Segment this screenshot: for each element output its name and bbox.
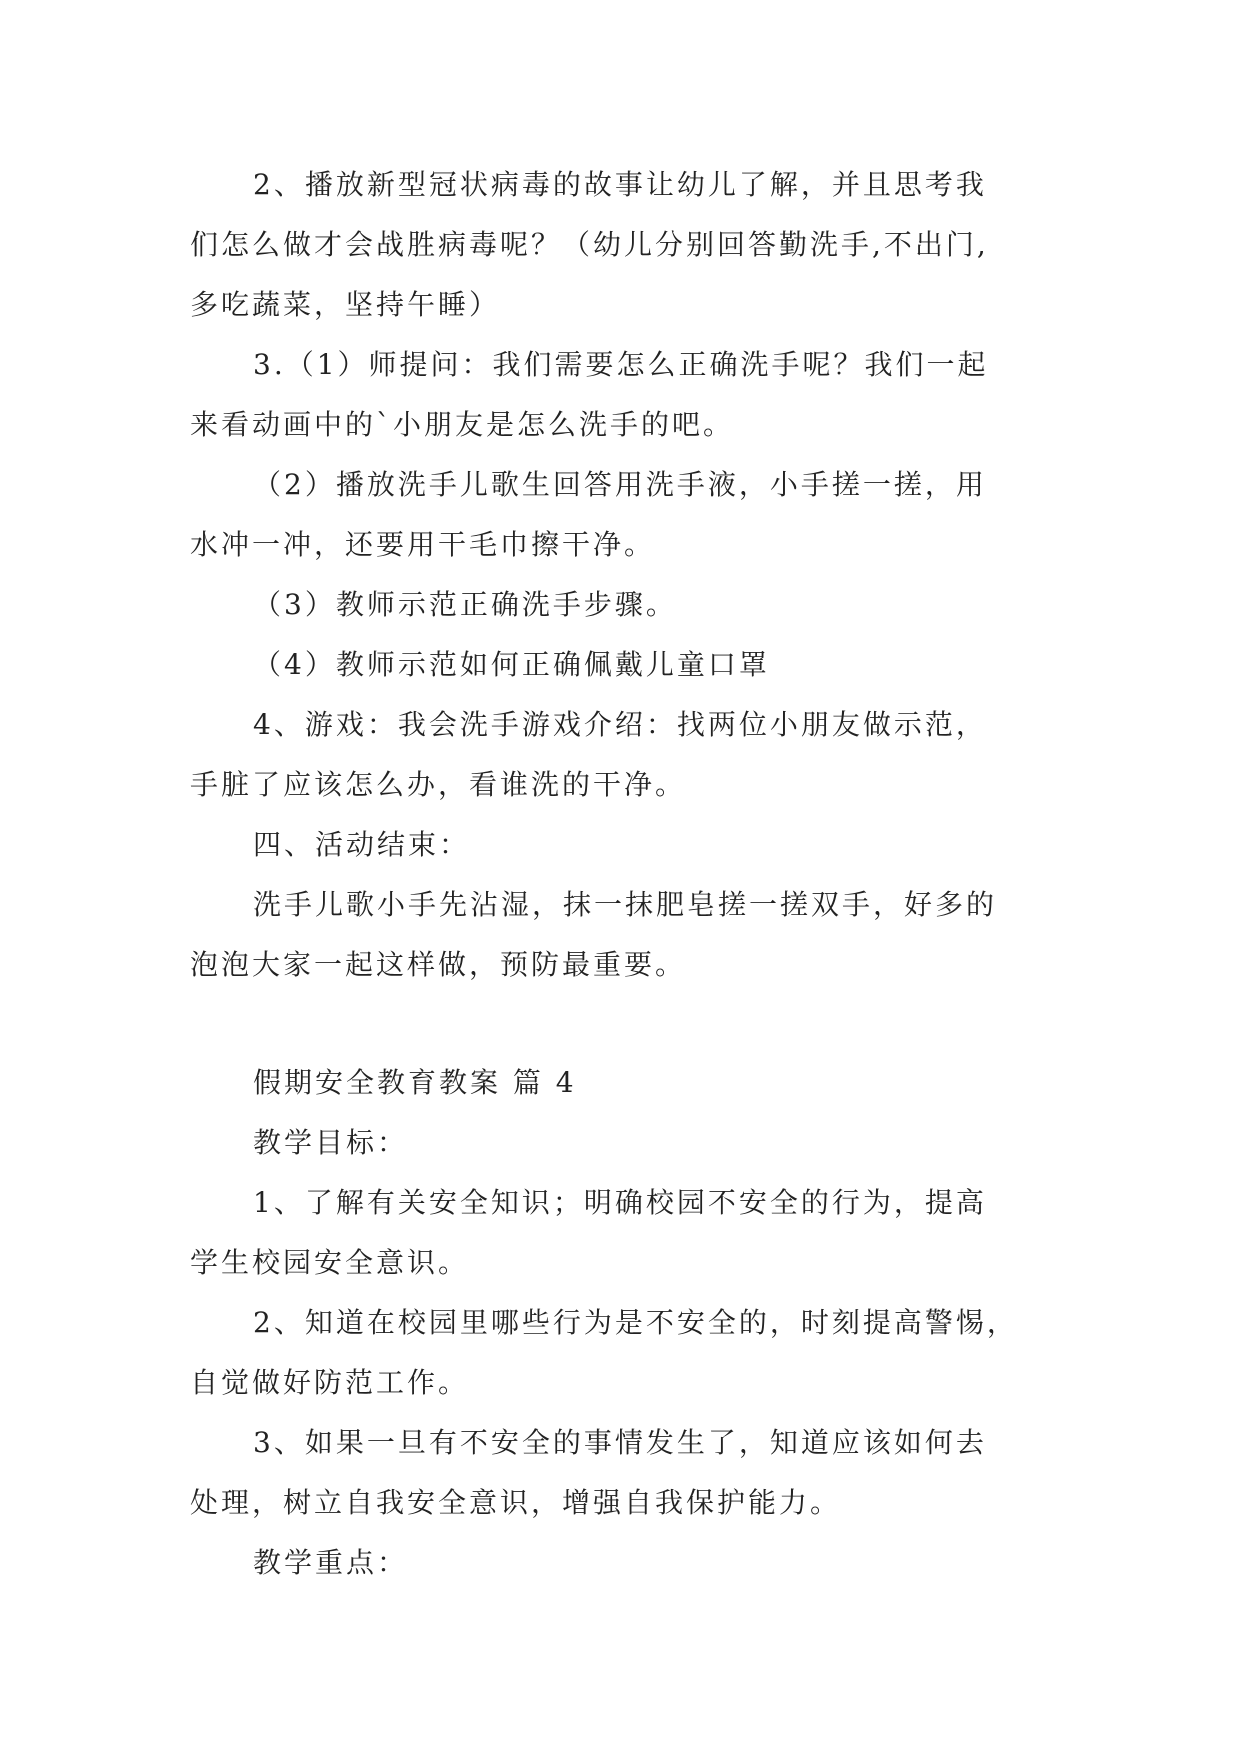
paragraph-line: 多吃蔬菜，坚持午睡）	[190, 288, 501, 321]
paragraph-line: （3）教师示范正确洗手步骤。	[253, 588, 677, 621]
paragraph-line: 泡泡大家一起这样做，预防最重要。	[190, 948, 687, 981]
paragraph-line: 1、了解有关安全知识；明确校园不安全的行为，提高	[253, 1186, 987, 1219]
paragraph-line: 处理，树立自我安全意识，增强自我保护能力。	[190, 1486, 842, 1519]
paragraph-line: （2）播放洗手儿歌生回答用洗手液，小手搓一搓，用	[253, 468, 987, 501]
paragraph-line: 2、知道在校园里哪些行为是不安全的，时刻提高警惕，	[253, 1306, 1018, 1339]
paragraph-line: （4）教师示范如何正确佩戴儿童口罩	[253, 648, 770, 681]
paragraph-line: 3、如果一旦有不安全的事情发生了，知道应该如何去	[253, 1426, 987, 1459]
paragraph-line: 洗手儿歌小手先沾湿，抹一抹肥皂搓一搓双手，好多的	[253, 888, 998, 921]
paragraph-line: 水冲一冲，还要用干毛巾擦干净。	[190, 528, 656, 561]
section-heading: 教学重点：	[253, 1546, 409, 1579]
section-heading: 四、活动结束：	[253, 828, 471, 861]
section-heading: 教学目标：	[253, 1126, 409, 1159]
paragraph-line: 手脏了应该怎么办，看谁洗的干净。	[190, 768, 687, 801]
paragraph-line: 自觉做好防范工作。	[190, 1366, 470, 1399]
paragraph-line: 2、播放新型冠状病毒的故事让幼儿了解，并且思考我	[253, 168, 987, 201]
paragraph-line: 4、游戏：我会洗手游戏介绍：找两位小朋友做示范，	[253, 708, 987, 741]
paragraph-line: 3.（1）师提问：我们需要怎么正确洗手呢？我们一起	[253, 348, 989, 381]
paragraph-line: 们怎么做才会战胜病毒呢？（幼儿分别回答勤洗手,不出门,	[190, 228, 989, 261]
section-title: 假期安全教育教案 篇 4	[253, 1066, 577, 1099]
paragraph-line: 来看动画中的`小朋友是怎么洗手的吧。	[190, 408, 735, 441]
paragraph-line: 学生校园安全意识。	[190, 1246, 470, 1279]
